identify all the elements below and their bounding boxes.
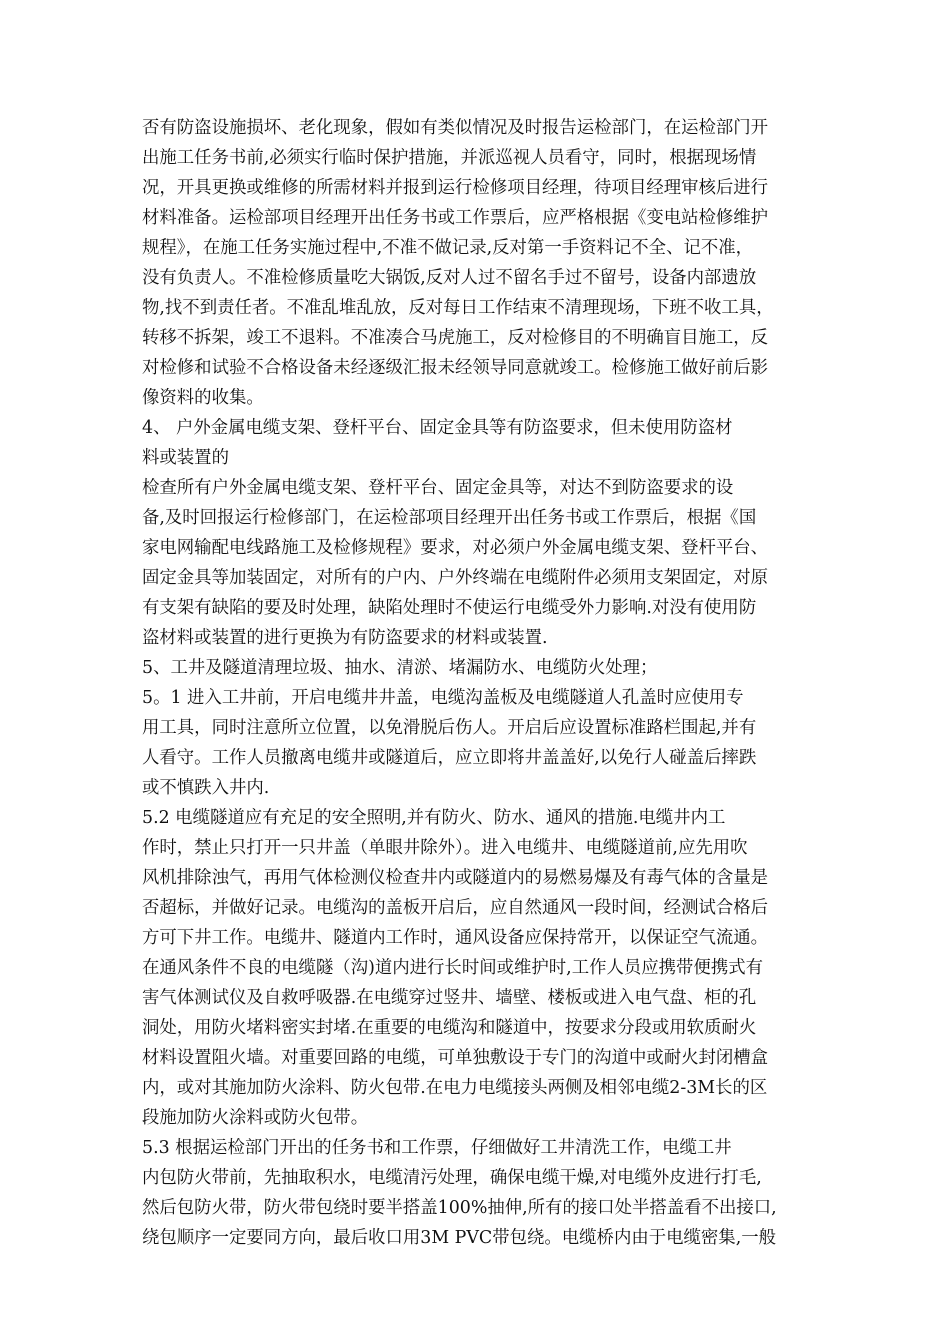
paragraph-item-5-3: 5.3 根据运检部门开出的任务书和工作票，仔细做好工井清洗工作，电缆工井 内包防火带前，先抽取积水，电缆清污处理，确保电缆干燥,对电缆外皮进行打毛, 然后包防火带，防火带包绕时要半搭盖100%抽伸,所有的接口处半搭盖看不出接口, 绕包顺序一定要同方向，最后收口用3M PVC带包绕。电缆桥内由于电缆密集,一般: [142, 1138, 777, 1248]
paragraph-item-4-heading: 4、 户外金属电缆支架、登杆平台、固定金具等有防盗要求，但未使用防盗材 料或装置的: [142, 418, 733, 468]
paragraph-item-4-body: 检查所有户外金属电缆支架、登杆平台、固定金具等，对达不到防盗要求的设 备,及时回报运行检修部门，在运检部项目经理开出任务书或工作票后，根据《国 家电网输配电线路施工及检修规程》要求，对必须户外金属电缆支架、登杆平台、 固定金具等加装固定，对所有的户内、户外终端在电缆附件必须用支架固定，对原 有支架有缺陷的要及时处理，缺陷处理时不使运行电缆受外力影响.对没有使用防 盗材料或装置的进行更换为有防盗要求的材料或装置.: [142, 478, 769, 648]
paragraph-item-5-1: 5。1 进入工井前，开启电缆井井盖，电缆沟盖板及电缆隧道人孔盖时应使用专 用工具，同时注意所立位置，以免滑脱后伤人。开启后应设置标准路栏围起,并有 人看守。工作人员撤离电缆井或隧道后，应立即将井盖盖好,以免行人碰盖后摔跌 或不慎跌入井内.: [142, 688, 757, 798]
document-body: [142, 113, 822, 1253]
paragraph-theft-inspection: 否有防盗设施损坏、老化现象，假如有类似情况及时报告运检部门，在运检部门开 出施工任务书前,必须实行临时保护措施，并派巡视人员看守，同时，根据现场情 况，开具更换或维修的所需材料并报到运行检修项目经理，待项目经理审核后进行 材料准备。运检部项目经理开出任务书或工作票后，应严格根据《变电站检修维护 规程》，在施工任务实施过程中,不准不做记录,反对第一手资料记不全、记不准， 没有负责人。不准检修质量吃大锅饭,反对人过不留名手过不留号，设备内部遗放 物,找不到责任者。不准乱堆乱放，反对每日工作结束不清理现场，下班不收工具， 转移不拆架，竣工不退料。不准凑合马虎施工，反对检修目的不明确盲目施工，反 对检修和试验不合格设备未经逐级汇报未经领导同意就竣工。检修施工做好前后影 像资料的收集。: [142, 118, 774, 408]
paragraph-item-5-2: 5.2 电缆隧道应有充足的安全照明,并有防火、防水、通风的措施.电缆井内工 作时，禁止只打开一只井盖（单眼井除外）。进入电缆井、电缆隧道前,应先用吹 风机排除浊气，再用气体检测仪检查井内或隧道内的易燃易爆及有毒气体的含量是 否超标，并做好记录。电缆沟的盖板开启后，应自然通风一段时间，经测试合格后 方可下井工作。电缆井、隧道内工作时，通风设备应保持常开，以保证空气流通。 在通风条件不良的电缆隧（沟)道内进行长时间或维护时,工作人员应携带便携式有 害气体测试仪及自救呼吸器.在电缆穿过竖井、墙壁、楼板或进入电气盘、柜的孔 洞处，用防火堵料密实封堵.在重要的电缆沟和隧道中，按要求分段或用软质耐火 材料设置阻火墙。对重要回路的电缆，可单独敷设于专门的沟道中或耐火封闭槽盒 内，或对其施加防火涂料、防火包带.在电力电缆接头两侧及相邻电缆2-3M长的区 段施加防火涂料或防火包带。: [142, 808, 769, 1128]
paragraph-item-5-heading: 5、工井及隧道清理垃圾、抽水、清淤、堵漏防水、电缆防火处理；: [142, 658, 658, 678]
